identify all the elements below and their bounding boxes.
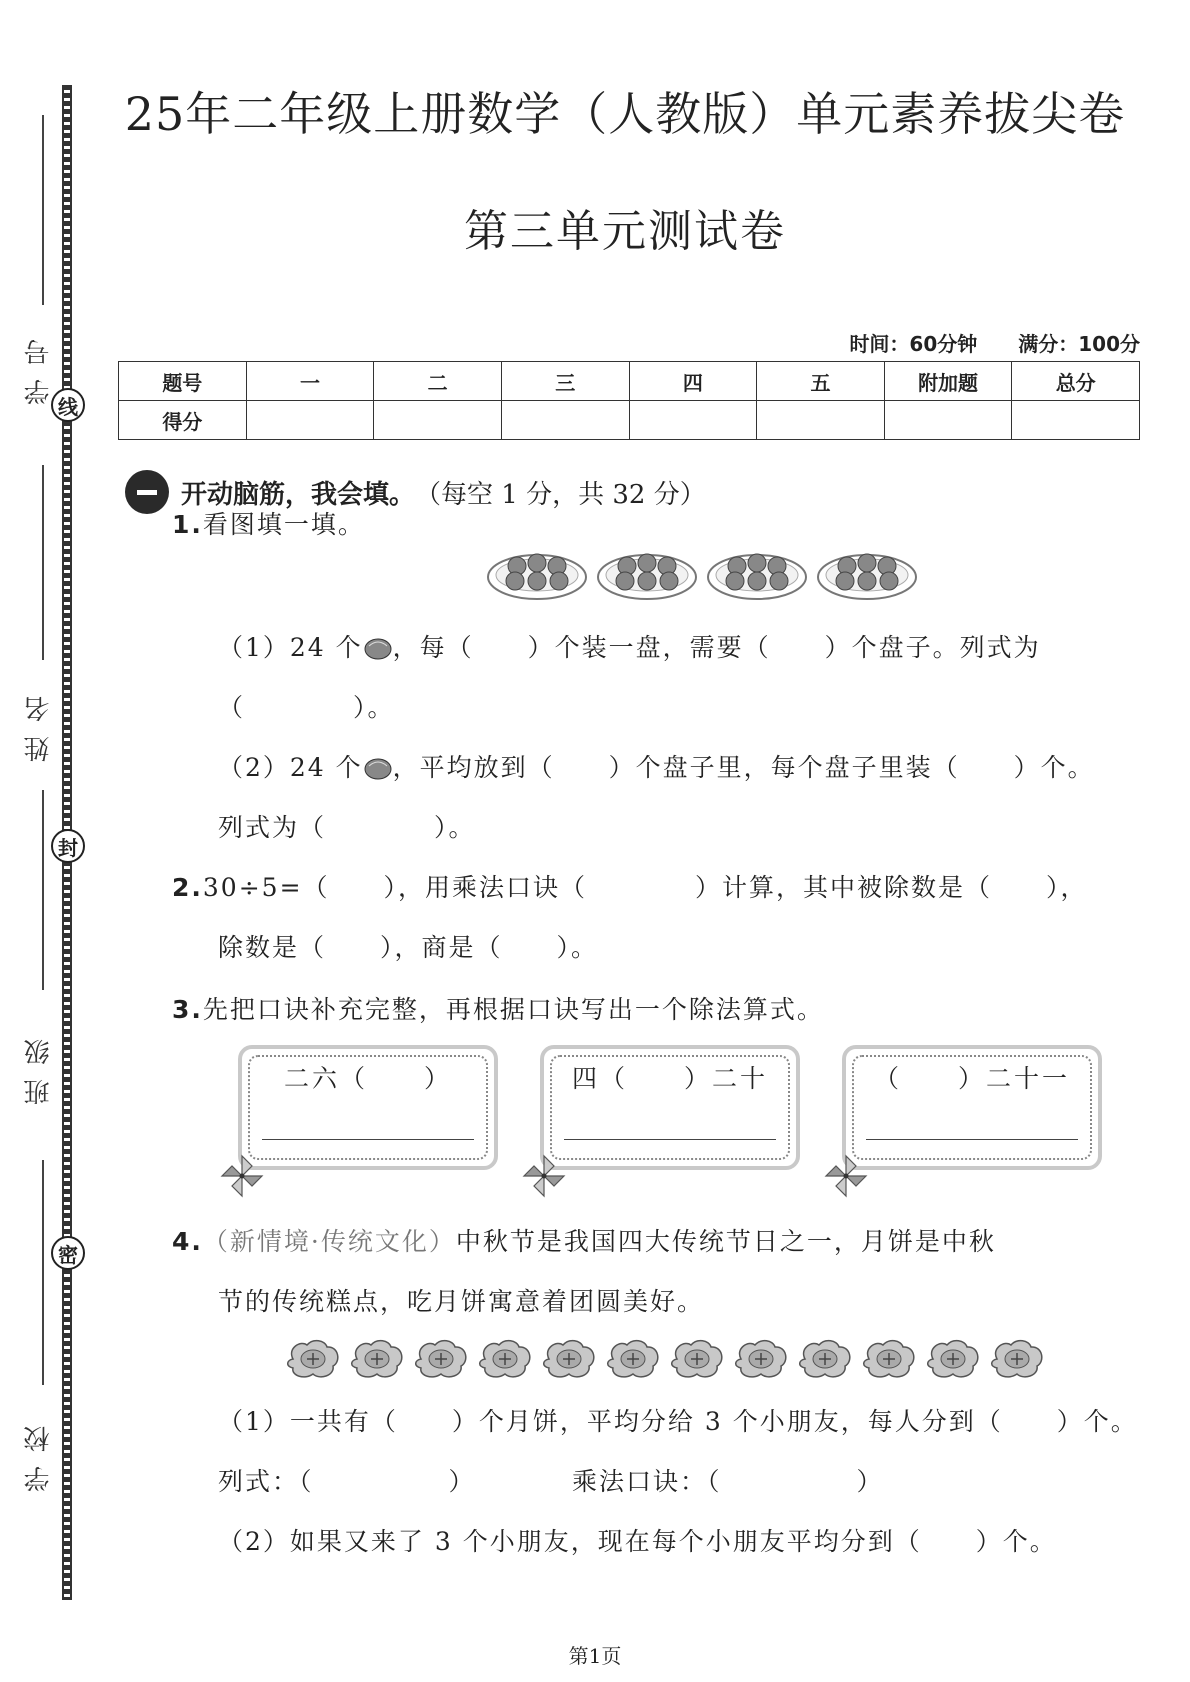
pinwheel-icon (822, 1152, 870, 1200)
answer-line[interactable] (564, 1139, 776, 1141)
score-cell[interactable] (246, 401, 374, 440)
question-tag: （新情境·传统文化） (202, 1227, 456, 1256)
time-limit: 时间：60分钟 (849, 332, 978, 356)
q2-line1: 30÷5=（ ），用乘法口诀（ ）计算，其中被除数是（ ）， (202, 873, 1088, 902)
mooncake-icon (541, 1338, 598, 1380)
plate-of-buns-icon (595, 543, 699, 601)
score-row-label: 得分 (119, 401, 247, 440)
question-number: 2. (172, 873, 203, 902)
mooncake-icon (413, 1338, 470, 1380)
question-3 (172, 990, 824, 1026)
score-cell[interactable] (374, 401, 502, 440)
rhyme-card-text: 四（ ）二十 (571, 1064, 768, 1093)
q2-line2: 除数是（ ），商是（ ）。 (218, 933, 599, 962)
mooncake-icon (669, 1338, 726, 1380)
plate-of-buns-icon (485, 543, 589, 601)
question-number: 4. (172, 1227, 203, 1256)
q1p1-formula: （ ）。 (218, 693, 395, 722)
question-2 (172, 868, 1088, 904)
rhyme-card-text: 二六（ ） (283, 1064, 452, 1093)
mooncake-icon (861, 1338, 918, 1380)
score-header-cell: 五 (757, 362, 885, 401)
q4-part-2: （2）如果又来了 3 个小朋友，现在每个小朋友平均分到（ ）个。 (218, 1527, 1057, 1556)
plate-of-buns-icon (815, 543, 919, 601)
question-1-part-2 (218, 748, 1095, 784)
full-score: 满分：100分 (1018, 332, 1140, 356)
pinwheel-icon (520, 1152, 568, 1200)
page-number: 第1页 (568, 1644, 622, 1668)
seal-xian: 线 (51, 388, 85, 422)
mooncake-icon (797, 1338, 854, 1380)
score-cell[interactable] (757, 401, 885, 440)
exam-meta (815, 328, 1140, 357)
score-header-cell: 一 (246, 362, 374, 401)
pinwheel-icon (218, 1152, 266, 1200)
question-1-part-1 (218, 628, 1041, 664)
bun-icon (363, 634, 393, 660)
label-name: 姓名 (24, 682, 54, 763)
score-table-score-row (119, 401, 1140, 440)
rhyme-card-text: （ ）二十一 (873, 1064, 1070, 1093)
answer-line[interactable] (866, 1139, 1078, 1141)
score-cell[interactable] (884, 401, 1012, 440)
score-header-cell: 题号 (119, 362, 247, 401)
mooncake-icon (925, 1338, 982, 1380)
score-header-cell: 附加题 (884, 362, 1012, 401)
q4-part-1: （1）一共有（ ）个月饼，平均分给 3 个小朋友，每人分到（ ）个。 (218, 1407, 1138, 1436)
school-line[interactable] (42, 1160, 44, 1385)
q1p2-text-b: ，平均放到（ ）个盘子里，每个盘子里装（ ）个。 (392, 753, 1095, 782)
label-student-id: 学号 (24, 325, 54, 406)
q4-line1: 中秋节是我国四大传统节日之一，月饼是中秋 (455, 1227, 996, 1256)
q1p1-text-b: ，每（ ）个装一盘，需要（ ）个盘子。列式为 (392, 633, 1041, 662)
q1p2-formula: 列式为（ ）。 (218, 813, 476, 842)
score-cell[interactable] (629, 401, 757, 440)
score-cell[interactable] (1012, 401, 1140, 440)
score-header-cell: 三 (501, 362, 629, 401)
q4-line2: 节的传统糕点，吃月饼寓意着团圆美好。 (218, 1287, 705, 1316)
q1p2-text-a: （2）24 个 (218, 753, 363, 782)
score-table (118, 361, 1140, 440)
score-header-cell: 总分 (1012, 362, 1140, 401)
question-1 (172, 505, 365, 541)
score-header-cell: 四 (629, 362, 757, 401)
question-number: 1. (172, 510, 203, 539)
score-header-cell: 二 (374, 362, 502, 401)
page-subtitle: 第三单元测试卷 (464, 206, 786, 257)
mooncake-icon (285, 1338, 342, 1380)
mooncake-icon (349, 1338, 406, 1380)
seal-feng: 封 (51, 829, 85, 863)
section-score-note: （每空 1 分，共 32 分） (415, 479, 706, 510)
score-cell[interactable] (501, 401, 629, 440)
question-number: 3. (172, 995, 203, 1024)
mooncake-icon (733, 1338, 790, 1380)
plates-illustration (485, 543, 919, 601)
answer-line[interactable] (262, 1139, 474, 1141)
section-title: 开动脑筋，我会填。 (181, 479, 416, 510)
question-text: 先把口诀补充完整，再根据口诀写出一个除法算式。 (202, 995, 824, 1024)
bun-icon (363, 754, 393, 780)
label-class: 班级 (24, 1025, 54, 1106)
q4-part-1-rhyme: 乘法口诀：（ ） (572, 1467, 884, 1496)
mooncake-icon (477, 1338, 534, 1380)
mooncake-icon (605, 1338, 662, 1380)
class-line[interactable] (42, 790, 44, 990)
rhyme-card (842, 1045, 1102, 1170)
q4-part-1-formula: 列式：（ ） (218, 1467, 476, 1496)
page-title: 25年二年级上册数学（人教版）单元素养拔尖卷 (124, 87, 1126, 141)
score-table-header-row (119, 362, 1140, 401)
seal-mi: 密 (51, 1236, 85, 1270)
rhyme-card (540, 1045, 800, 1170)
name-line[interactable] (42, 465, 44, 660)
plate-of-buns-icon (705, 543, 809, 601)
mooncakes-illustration (285, 1338, 1046, 1380)
mooncake-icon (989, 1338, 1046, 1380)
rhyme-card (238, 1045, 498, 1170)
q1p1-text-a: （1）24 个 (218, 633, 363, 662)
section-number-badge-icon (125, 470, 169, 514)
question-4 (172, 1222, 996, 1258)
label-school: 学校 (24, 1412, 54, 1493)
student-id-line[interactable] (42, 115, 44, 305)
question-text: 看图填一填。 (202, 510, 365, 539)
